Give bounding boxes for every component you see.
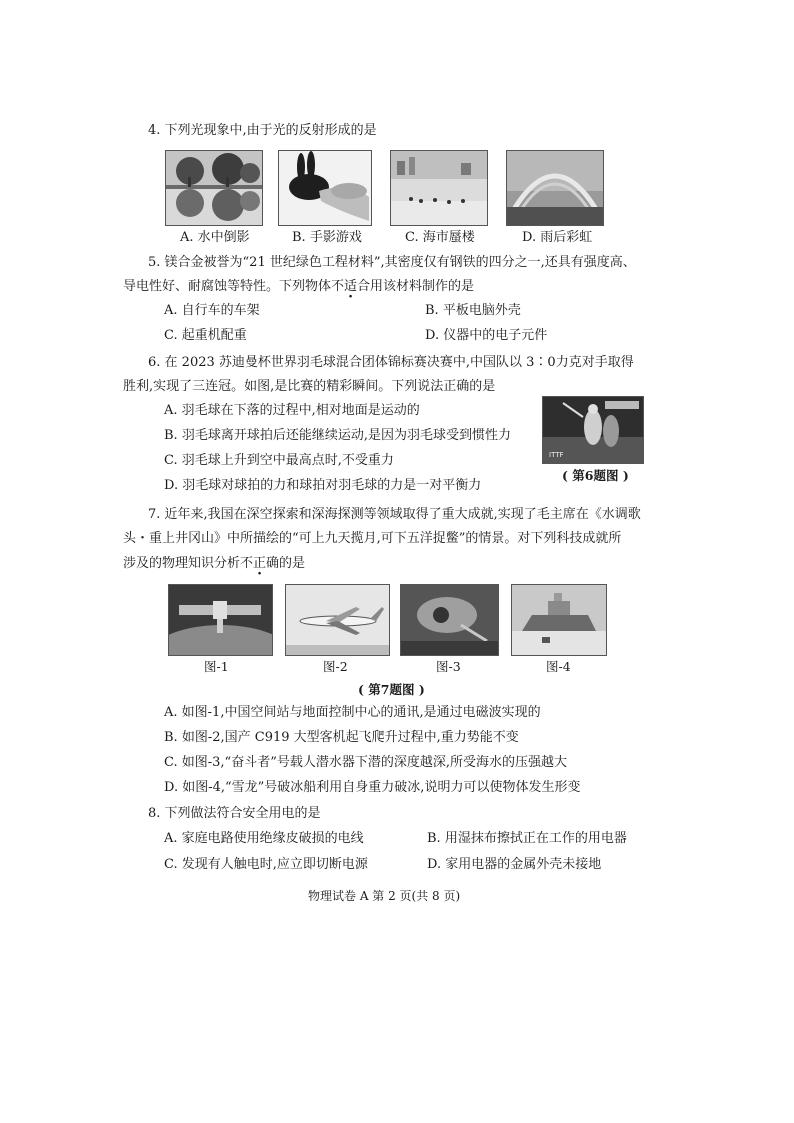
q4-option-c: C. 海市蜃楼 <box>405 230 475 245</box>
q7-option-c: C. 如图-3,“奋斗者”号载人潜水器下潜的深度越深,所受海水的压强越大 <box>164 755 567 770</box>
q7-option-d: D. 如图-4,“雪龙”号破冰船利用自身重力破冰,说明力可以使物体发生形变 <box>164 780 581 795</box>
q7-option-a: A. 如图-1,中国空间站与地面控制中心的通讯,是通过电磁波实现的 <box>164 705 541 720</box>
q5-option-b: B. 平板电脑外壳 <box>425 303 521 318</box>
svg-text:ITTF: ITTF <box>549 451 564 459</box>
q5-stem-line2-pre: 导电性好、耐腐蚀等特性。下列物体 <box>123 279 332 294</box>
q7-stem-line3-pre: 涉及的物理知识分析 <box>123 556 241 571</box>
q4-option-a: A. 水中倒影 <box>180 230 250 245</box>
q5-option-a: A. 自行车的车架 <box>164 303 260 318</box>
q4-option-b: B. 手影游戏 <box>292 230 362 245</box>
submersible-photo <box>400 584 499 656</box>
reflection-photo <box>165 150 263 226</box>
space-station-photo <box>168 584 273 656</box>
q5-stem-line2-post: 用该材料制作的是 <box>370 279 475 294</box>
icebreaker-photo <box>511 584 607 656</box>
q7-stem-line1: 7. 近年来,我国在深空探索和深海探测等领域取得了重大成就,实现了毛主席在《水调歌 <box>148 507 641 522</box>
badminton-photo <box>542 396 644 464</box>
q7-stem-line2: 头・重上井冈山》中所描绘的“可上九天揽月,可下五洋捉鳖”的情景。对下列科技成就所 <box>123 531 622 546</box>
page-footer: 物理试卷 A 第 2 页(共 8 页) <box>308 889 461 903</box>
q7-stem-line3 <box>123 555 305 573</box>
q5-stem-line2 <box>123 278 474 296</box>
q5-stem-line1: 5. 镁合金被誉为“21 世纪绿色工程材料”,其密度仅有钢铁的四分之一,还具有强度高、 <box>148 255 636 270</box>
q8-option-d: D. 家用电器的金属外壳未接地 <box>427 857 602 872</box>
q5-option-d: D. 仪器中的电子元件 <box>425 328 548 343</box>
q7-emphasis: 不正确 <box>240 556 280 571</box>
figure-label-3: 图-3 <box>436 659 461 674</box>
q5-option-c: C. 起重机配重 <box>164 328 247 343</box>
figure-label-2: 图-2 <box>323 659 348 674</box>
q6-figure-caption: ( 第6题图 ) <box>562 468 629 483</box>
q6-option-d: D. 羽毛球对球拍的力和球拍对羽毛球的力是一对平衡力 <box>164 478 482 493</box>
q7-stem-line3-post: 的是 <box>279 556 306 571</box>
q8-option-b: B. 用湿抹布擦拭正在工作的用电器 <box>427 831 627 846</box>
q6-stem-line2: 胜利,实现了三连冠。如图,是比赛的精彩瞬间。下列说法正确的是 <box>123 379 496 394</box>
airliner-photo <box>285 584 390 656</box>
q6-option-b: B. 羽毛球离开球拍后还能继续运动,是因为羽毛球受到惯性力 <box>164 428 511 443</box>
hand-shadow-photo <box>278 150 372 226</box>
q6-stem-line1: 6. 在 2023 苏迪曼杯世界羽毛球混合团体锦标赛决赛中,中国队以 3∶0力克对手取得 <box>148 355 634 370</box>
q5-emphasis: 不适合 <box>331 279 371 294</box>
q8-option-a: A. 家庭电路使用绝缘皮破损的电线 <box>164 831 364 846</box>
figure-label-1: 图-1 <box>204 659 229 674</box>
q8-stem: 8. 下列做法符合安全用电的是 <box>148 806 321 821</box>
figure-label-4: 图-4 <box>546 659 571 674</box>
mirage-photo <box>390 150 488 226</box>
q4-option-d: D. 雨后彩虹 <box>522 230 593 245</box>
q8-option-c: C. 发现有人触电时,应立即切断电源 <box>164 857 368 872</box>
rainbow-photo <box>506 150 604 226</box>
q6-option-a: A. 羽毛球在下落的过程中,相对地面是运动的 <box>164 403 420 418</box>
q7-figure-caption: ( 第7题图 ) <box>358 682 425 697</box>
q4-stem: 4. 下列光现象中,由于光的反射形成的是 <box>148 123 377 138</box>
q7-option-b: B. 如图-2,国产 C919 大型客机起飞爬升过程中,重力势能不变 <box>164 730 519 745</box>
q6-option-c: C. 羽毛球上升到空中最高点时,不受重力 <box>164 453 394 468</box>
